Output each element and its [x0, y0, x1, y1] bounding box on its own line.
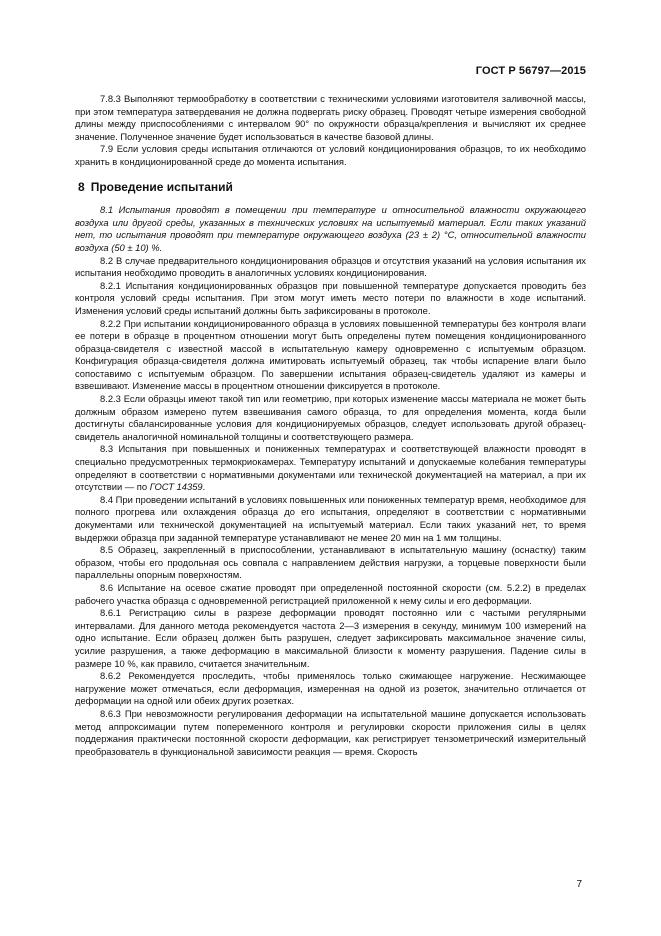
standard-reference: ГОСТ 14359 [149, 481, 203, 493]
paragraph-8-6-3: 8.6.3 При невозможности регулирования деформации на испытательной машине допускается использовать метод аппроксимации путем попеременного контроля и регулировки скорости приложения силы в целях поддержания практически постоянной скорости деформации, как регистрирует тензометрический измерительный преобразователь в функциональной зависимости реакция — время. Скорость [75, 707, 586, 757]
section-title: Проведение испытаний [90, 179, 233, 194]
section-number: 8 [78, 179, 85, 194]
paragraph-8-3-text: 8.3 Испытания при повышенных и пониженных температурах и соответствующей влажности проводят в специально предусмотренных термокриокамерах. Температуру испытаний и допускаемые колебания температуры определяют в соответствии с нормативными документами или технической документацией на материал, а при их отсутствии — по [75, 443, 586, 493]
paragraph-8-5: 8.5 Образец, закрепленный в приспособлении, устанавливают в испытательную машину (оснастку) таким образом, чтобы его продольная ось совпала с направлением действия нагрузки, а торцевые поверхности были параллельны опорным поверхностям. [75, 544, 586, 581]
paragraph-8-2-3: 8.2.3 Если образцы имеют такой тип или геометрию, при которых изменение массы материала не может быть должным образом измерено путем взвешивания самого образца, то для определения момента, когда были достигнуты сбалансированные условия для кондиционируемых образцов, следует использовать другой образец-свидетель аналогичной номинальной толщины и соответствующего размера. [75, 393, 586, 442]
paragraph-8-4: 8.4 При проведении испытаний в условиях повышенных или пониженных температур время, необходимое для полного прогрева или охлаждения образца до его испытания, определяют в соответствии с нормативными документами или технической документацией на испытуемый материал. Если таких указаний нет, то время выдержки образца при заданной температуре устанавливают не менее 20 мин на 1 мм толщины. [75, 493, 586, 543]
paragraph-8-6-1: 8.6.1 Регистрацию силы в разрезе деформации проводят постоянно или с частыми регулярными интервалами. Для данного метода рекомендуется частота 2—3 измерения в секунду, минимум 100 измерений на одно испытание. Если образец должен быть разрушен, следует зафиксировать максимальное значение силы, усилие разрушения, а также деформацию в максимальной близости к моменту разрушения. Падение силы в размере 10 %, как правило, считается значительным. [75, 607, 586, 669]
paragraph-8-1: 8.1 Испытания проводят в помещении при температуре и относительной влажности окружающего воздуха или другой среды, указанных в технических условиях на испытуемый материал. Если таких указаний нет, то испытания проводят при температуре окружающего воздуха (23 ± 2) °С, относительной влажности воздуха (50 ± 10) %. [75, 204, 586, 253]
paragraph-7-8-3: 7.8.3 Выполняют термообработку в соответствии с техническими условиями изготовителя заливочной массы, при этом температура затвердевания не должна подвергать риску образец. Проводят четыре измерения свободной длины между приспособлениями с интервалом 90° по окружности образца/крепления и вычисляют их среднее значение. Полученное значение будет использоваться в качестве базовой длины. [75, 93, 586, 142]
paragraph-8-2-2: 8.2.2 При испытании кондиционированного образца в условиях повышенной температуры без контроля влаги ее потери в образце в процентном отношении могут быть определены путем помещения кондиционированного образца-свидетеля с известной массой в испытательную камеру одновременно с испытуемым образцом. Конфигурация образца-свидетеля должна имитировать испытуемый образец, так чтобы испарение влаги было сопоставимо с испытуемым образцом. По завершении испытания образец-свидетель удаляют из камеры и взвешивают. Изменение массы в процентном отношении фиксируется в протоколе. [75, 317, 586, 392]
paragraph-8-3-end: . [202, 481, 206, 493]
paragraph-8-2: 8.2 В случае предварительного кондиционирования образцов и отсутствия указаний на условия испытания их испытания необходимо проводить в аналогичных условиях кондиционирования. [75, 254, 586, 279]
paragraph-7-9: 7.9 Если условия среды испытания отличаются от условий кондиционирования образцов, то их необходимо хранить в кондиционированной среде до момента испытания. [75, 143, 586, 167]
page-content [75, 93, 586, 758]
paragraph-8-6-2: 8.6.2 Рекомендуется проследить, чтобы применялось только сжимающее нагружение. Несжимающее нагружение может отмечаться, если деформация, измеренная на одной из розеток, значительно отличается от деформации на одной или обеих других розетках. [75, 670, 586, 707]
paragraph-8-3 [75, 443, 586, 493]
document-header: ГОСТ Р 56797—2015 [475, 65, 586, 77]
paragraph-8-2-1: 8.2.1 Испытания кондиционированных образцов при повышенной температуре допускается проводить без контроля условий среды испытания. При этом могут иметь место потери по влажности в ходе испытаний. Изменения условий среды испытаний должны быть зафиксированы в протоколе. [75, 279, 586, 316]
page-number: 7 [576, 879, 582, 890]
section-heading [75, 181, 586, 194]
paragraph-8-6: 8.6 Испытание на осевое сжатие проводят при определенной постоянной скорости (см. 5.2.2) в пределах рабочего участка образца с одновременной регистрацией приложенной к нему силы и его деформации. [75, 581, 586, 606]
